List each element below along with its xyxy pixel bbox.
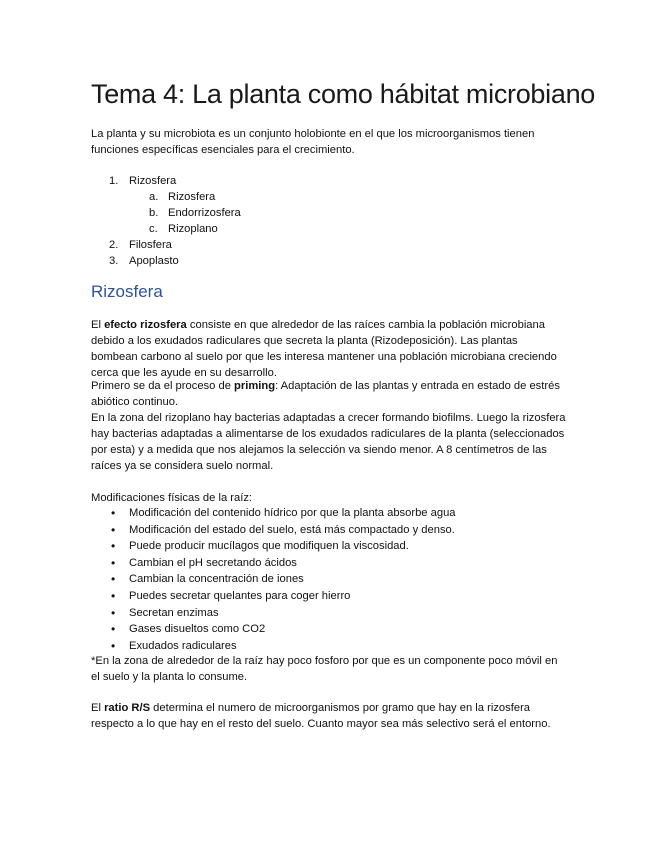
- rizosfera-effect-paragraph: [91, 317, 566, 381]
- outline-letter: c.: [149, 223, 158, 235]
- outline-letter: a.: [149, 191, 159, 203]
- outline-number: 2.: [109, 239, 119, 251]
- outline-label: Rizoplano: [168, 223, 218, 235]
- list-item-text: Secretan enzimas: [129, 606, 219, 619]
- bullet-icon: •: [111, 555, 116, 570]
- list-item-text: Modificación del contenido hídrico por que la planta absorbe agua: [129, 507, 456, 519]
- text-run: El: [91, 319, 105, 331]
- outline-label: Rizosfera: [129, 175, 177, 187]
- rizoplano-paragraph: En la zona del rizoplano hay bacterias adaptadas a crecer formando biofilms. Luego la rizosfera hay bacterias adaptadas a alimentarse de los exudados radiculares de la planta (seleccionados por esta) y a medida que nos alejamos la selección va siendo menor. A 8 centímetros de las raíces ya se considera suelo normal.: [91, 412, 566, 472]
- list-item-text: Modificación del estado del suelo, está más compactado y denso.: [129, 523, 455, 536]
- outline-label: Rizosfera: [168, 191, 216, 203]
- ratio-paragraph: [91, 700, 566, 732]
- section-heading: Rizosfera: [91, 282, 163, 301]
- outline-number: 1.: [109, 175, 119, 187]
- bullet-icon: •: [111, 588, 116, 603]
- list-item-text: Exudados radiculares: [129, 639, 237, 652]
- bullet-icon: •: [111, 622, 116, 637]
- bold-term: ratio R/S: [104, 702, 151, 714]
- page-title: Tema 4: La planta como hábitat microbiano: [91, 79, 595, 109]
- list-item-text: Puedes secretar quelantes para coger hierro: [129, 589, 351, 602]
- outline-label: Endorrizosfera: [168, 207, 241, 219]
- outline-letter: b.: [149, 207, 159, 219]
- bullet-icon: •: [111, 572, 116, 587]
- bold-term: priming: [234, 380, 276, 392]
- text-run: El: [91, 702, 105, 714]
- bullet-icon: •: [111, 506, 116, 520]
- phosphorus-note: *En la zona de alrededor de la raíz hay poco fosforo por que es un componente poco móvil en el suelo y la planta lo consume.: [91, 655, 558, 683]
- list-item-text: Puede producir mucílagos que modifiquen la viscosidad.: [129, 540, 409, 553]
- bullet-icon: •: [111, 522, 116, 537]
- bold-term: efecto rizosfera: [104, 319, 187, 331]
- list-item-text: Cambian el pH secretando ácidos: [129, 556, 297, 569]
- outline-label: Apoplasto: [129, 255, 179, 267]
- list-item-text: Gases disueltos como CO2: [129, 623, 266, 636]
- priming-paragraph: [91, 378, 566, 410]
- text-run: consiste en que alrededor de las raíces cambia la población microbiana debido a los exudados radiculares que secreta la planta (Rizodeposición). Las plantas bombean carbono al suelo por que les interesa mantener una población microbiana creciendo cerca que les ayude en su desarrollo.: [91, 319, 557, 379]
- outline-label: Filosfera: [129, 239, 172, 251]
- bullet-icon: •: [111, 638, 116, 653]
- text-run: determina el numero de microorganismos por gramo que hay en la rizosfera respecto a lo que hay en el resto del suelo. Cuanto mayor sea más selectivo será el entorno.: [91, 702, 551, 730]
- list-item-text: Cambian la concentración de iones: [129, 573, 304, 586]
- modifications-heading: Modificaciones físicas de la raíz:: [91, 492, 253, 504]
- bullet-icon: •: [111, 605, 116, 620]
- intro-paragraph: La planta y su microbiota es un conjunto holobionte en el que los microorganismos tienen funciones específicas esenciales para el crecimiento.: [91, 128, 535, 156]
- bullet-icon: •: [111, 539, 116, 554]
- text-run: : Adaptación de las plantas y entrada en estado de estrés abiótico continuo.: [91, 380, 560, 408]
- text-run: Primero se da el proceso de: [91, 380, 235, 392]
- outline-number: 3.: [109, 255, 119, 267]
